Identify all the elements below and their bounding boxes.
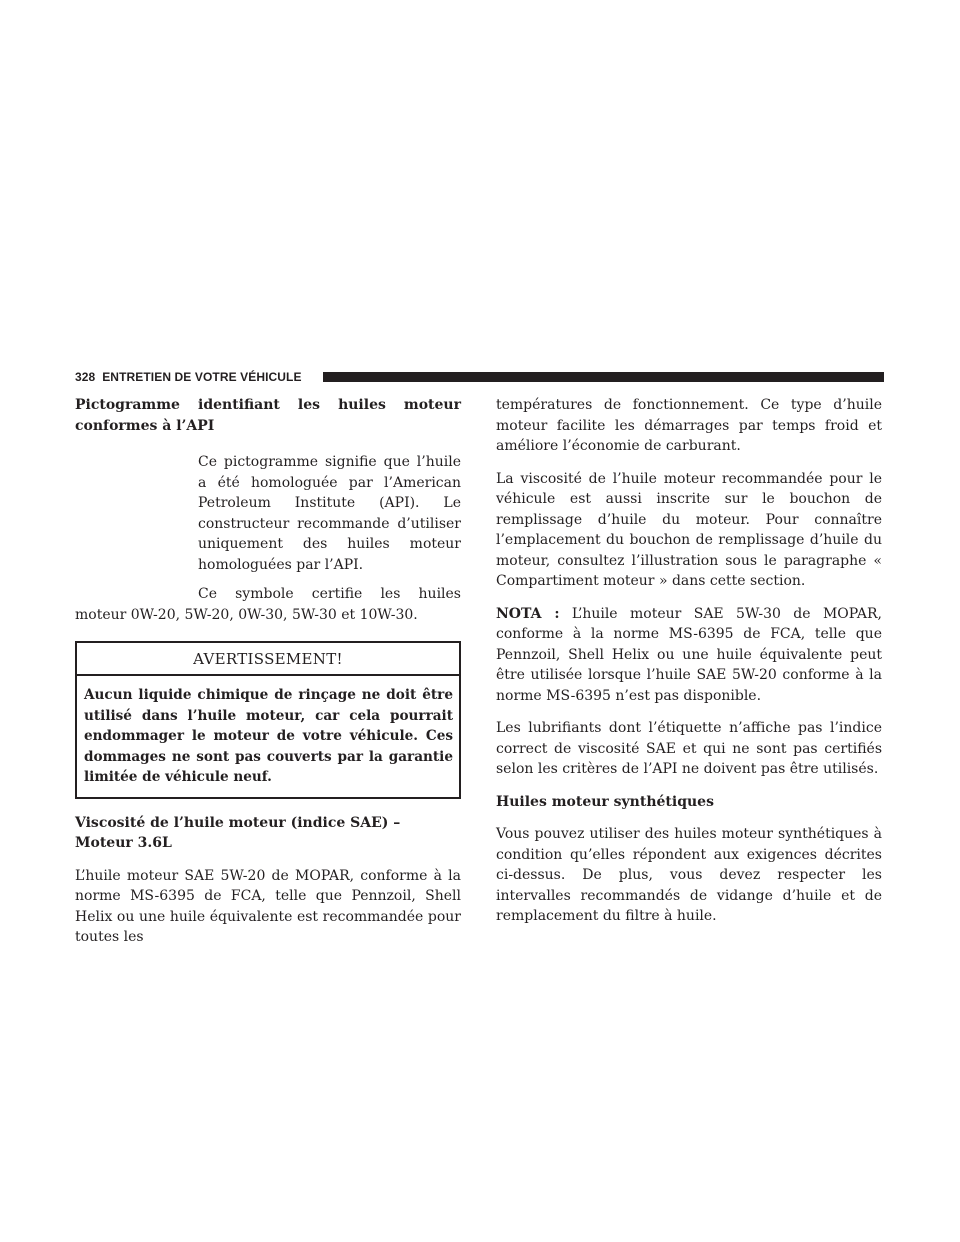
api-paragraph-2: Ce symbole certifie les huiles moteur 0W-20, 5W-20, 0W-30, 5W-30 et 10W-30.: [75, 586, 461, 623]
api-paragraph-1: Ce pictogramme signifie que l’huile a été homologuée par l’American Petroleum Institute (API). Le constructeur recommande d’utiliser uniquement des huiles moteur homologuées par l’API.: [198, 454, 461, 573]
lubricants-paragraph: Les lubrifiants dont l’étiquette n’affiche pas l’indice correct de viscosité SAE et qui ne sont pas certifiés selon les critères de l’API ne doivent pas être utilisés.: [496, 720, 882, 777]
left-column: [75, 395, 461, 948]
header-rule: [323, 372, 884, 382]
synthetic-paragraph: Vous pouvez utiliser des huiles moteur synthétiques à condition qu’elles répondent aux exigences décrites ci-dessus. De plus, vous devez respecter les intervalles recommandés de vidange d’huile et de remplacement du filtre à huile.: [496, 826, 882, 924]
page-header: [75, 369, 884, 385]
viscosity-heading-line-1: Viscosité de l’huile moteur (indice SAE) –: [75, 814, 401, 831]
api-heading: Pictogramme identifiant les huiles moteur conformes à l’API: [75, 397, 461, 434]
synthetic-heading: Huiles moteur synthétiques: [496, 793, 714, 810]
continued-paragraph: températures de fonctionnement. Ce type d’huile moteur facilite les démarrages par temps froid et améliore l’économie de carburant.: [496, 397, 882, 454]
nota-label: NOTA :: [496, 605, 560, 622]
page-number: 328: [75, 370, 96, 384]
viscosity-cap-paragraph: La viscosité de l’huile moteur recommandée pour le véhicule est aussi inscrite sur le bouchon de remplissage d’huile du moteur. Pour connaître l’emplacement du bouchon de remplissage d’huile du moteur, consultez l’illustration sous le paragraphe « Compartiment moteur » dans cette section.: [496, 470, 882, 589]
warning-box: [75, 641, 461, 799]
nota-text: L’huile moteur SAE 5W-30 de MOPAR, conforme à la norme MS-6395 de FCA, telle que Pennzoil, Shell Helix ou une huile équivalente peut être utilisée lorsque l’huile SAE 5W-20 conforme à la norme MS-6395 n’est pas disponible.: [496, 605, 882, 704]
section-title: ENTRETIEN DE VOTRE VÉHICULE: [102, 370, 302, 384]
header-text: [75, 369, 302, 385]
warning-title: AVERTISSEMENT!: [77, 643, 459, 676]
right-column: [496, 395, 882, 927]
warning-text: Aucun liquide chimique de rinçage ne doit être utilisé dans l’huile moteur, car cela pourrait endommager le moteur de votre véhicule. Ces dommages ne sont pas couverts par la garantie limitée de véhicule neuf.: [84, 687, 453, 785]
nota-paragraph: [496, 604, 882, 707]
viscosity-paragraph: L’huile moteur SAE 5W-20 de MOPAR, conforme à la norme MS-6395 de FCA, telle que Pennzoil, Shell Helix ou une huile équivalente est recommandée pour toutes les: [75, 867, 461, 945]
viscosity-heading-line-2: Moteur 3.6L: [75, 835, 172, 851]
